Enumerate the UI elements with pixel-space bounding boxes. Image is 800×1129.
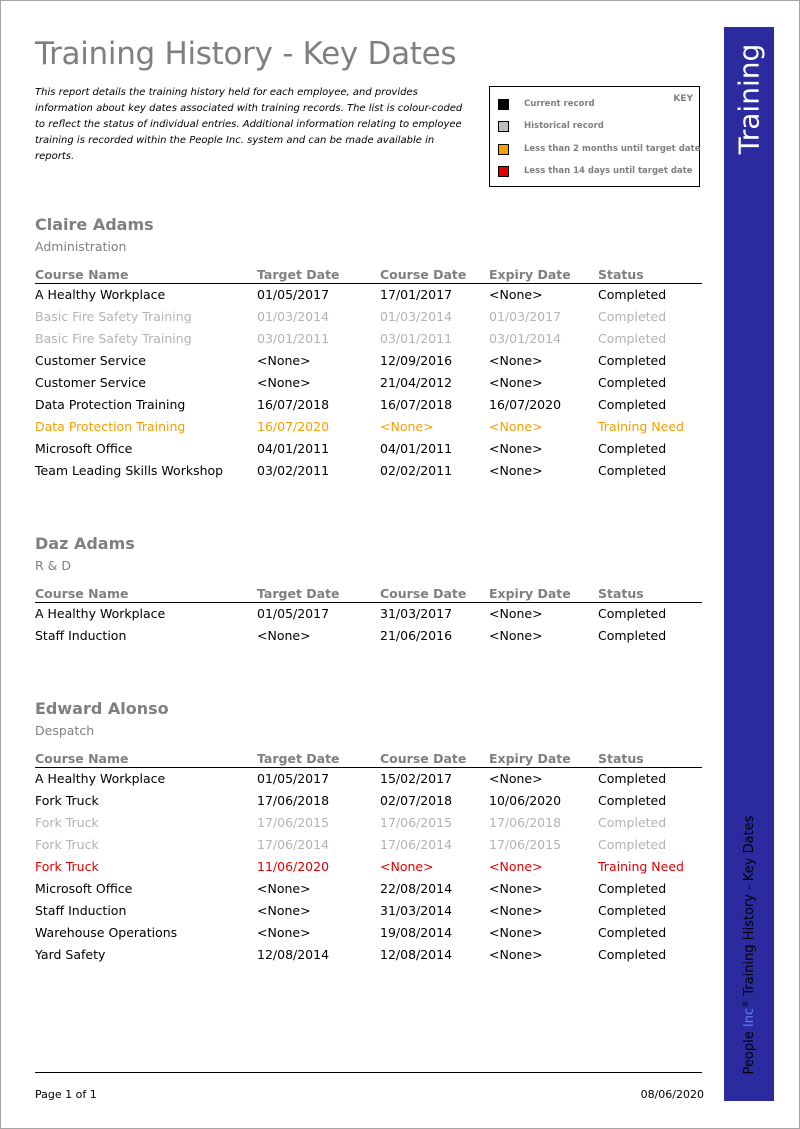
table-row bbox=[35, 833, 702, 855]
key-item-fourteen-days bbox=[498, 164, 693, 178]
table-header-row bbox=[35, 749, 702, 768]
table-row bbox=[35, 459, 702, 481]
target-date-cell: <None> bbox=[257, 374, 311, 390]
course-date-cell: 17/06/2015 bbox=[380, 814, 453, 830]
target-date-cell: 03/02/2011 bbox=[257, 462, 330, 478]
employee-section bbox=[35, 699, 702, 965]
course-date-cell: <None> bbox=[380, 858, 434, 874]
target-date-cell: 12/08/2014 bbox=[257, 946, 330, 962]
course-name-cell: Data Protection Training bbox=[35, 396, 186, 412]
employee-name: Edward Alonso bbox=[35, 699, 169, 718]
sidebar-training-label: Training bbox=[732, 43, 766, 155]
key-item-historical bbox=[498, 119, 604, 133]
course-name-cell: Fork Truck bbox=[35, 792, 99, 808]
course-name-cell: Staff Induction bbox=[35, 627, 127, 643]
table-row bbox=[35, 437, 702, 459]
target-date-cell: 17/06/2015 bbox=[257, 814, 330, 830]
table-row bbox=[35, 789, 702, 811]
status-cell: Completed bbox=[598, 902, 667, 918]
status-cell: Completed bbox=[598, 352, 667, 368]
course-name-cell: Microsoft Office bbox=[35, 880, 133, 896]
target-date-cell: 01/05/2017 bbox=[257, 771, 330, 786]
target-date-cell: 17/06/2018 bbox=[257, 792, 330, 808]
training-table bbox=[35, 265, 702, 481]
expiry-date-cell: 17/06/2018 bbox=[489, 814, 562, 830]
table-row bbox=[35, 899, 702, 921]
course-name-cell: Warehouse Operations bbox=[35, 924, 178, 940]
key-label-two-months: Less than 2 months until target date bbox=[524, 144, 701, 154]
expiry-date-cell: <None> bbox=[489, 924, 543, 940]
column-header: Status bbox=[598, 265, 702, 284]
key-swatch-current bbox=[498, 99, 509, 110]
course-date-cell: 01/03/2014 bbox=[380, 308, 453, 324]
course-name-cell: A Healthy Workplace bbox=[35, 606, 166, 621]
target-date-cell: 03/01/2011 bbox=[257, 330, 330, 346]
column-header: Status bbox=[598, 584, 702, 603]
status-cell: Completed bbox=[598, 462, 667, 478]
employee-department: Despatch bbox=[35, 723, 95, 738]
key-label-fourteen-days: Less than 14 days until target date bbox=[524, 166, 693, 176]
expiry-date-cell: 01/03/2017 bbox=[489, 308, 562, 324]
training-table bbox=[35, 584, 702, 646]
table-row bbox=[35, 768, 702, 790]
expiry-date-cell: <None> bbox=[489, 627, 543, 643]
table-row bbox=[35, 811, 702, 833]
status-cell: Completed bbox=[598, 374, 667, 390]
footer-date: 08/06/2020 bbox=[640, 1088, 704, 1101]
target-date-cell: <None> bbox=[257, 880, 311, 896]
course-date-cell: 16/07/2018 bbox=[380, 396, 453, 412]
course-date-cell: 21/04/2012 bbox=[380, 374, 453, 390]
course-date-cell: 02/02/2011 bbox=[380, 462, 453, 478]
target-date-cell: <None> bbox=[257, 627, 311, 643]
table-header-row bbox=[35, 265, 702, 284]
course-name-cell: Basic Fire Safety Training bbox=[35, 308, 192, 324]
status-cell: Completed bbox=[598, 946, 667, 962]
course-name-cell: Fork Truck bbox=[35, 814, 99, 830]
table-row bbox=[35, 284, 702, 306]
key-title: KEY bbox=[673, 94, 693, 104]
expiry-date-cell: <None> bbox=[489, 418, 543, 434]
column-header: Course Date bbox=[380, 265, 489, 284]
column-header: Status bbox=[598, 749, 702, 768]
key-legend bbox=[489, 86, 700, 187]
status-cell: Training Need bbox=[598, 418, 684, 434]
expiry-date-cell: <None> bbox=[489, 902, 543, 918]
expiry-date-cell: <None> bbox=[489, 606, 543, 621]
column-header: Course Name bbox=[35, 584, 257, 603]
brand-people: People bbox=[742, 1031, 758, 1075]
table-row bbox=[35, 624, 702, 646]
expiry-date-cell: 17/06/2015 bbox=[489, 836, 562, 852]
sidebar-brand-caption bbox=[741, 816, 757, 1075]
column-header: Course Date bbox=[380, 584, 489, 603]
status-cell: Completed bbox=[598, 880, 667, 896]
footer-page-number: Page 1 of 1 bbox=[35, 1088, 97, 1101]
report-title: Training History - Key Dates bbox=[35, 36, 457, 72]
course-date-cell: <None> bbox=[380, 418, 434, 434]
course-date-cell: 31/03/2014 bbox=[380, 902, 453, 918]
brand-registered: ® bbox=[740, 999, 750, 1008]
column-header: Course Name bbox=[35, 265, 257, 284]
target-date-cell: 01/05/2017 bbox=[257, 606, 330, 621]
key-item-two-months bbox=[498, 142, 700, 156]
employee-section bbox=[35, 534, 702, 646]
employee-department: R & D bbox=[35, 558, 72, 573]
target-date-cell: <None> bbox=[257, 924, 311, 940]
column-header: Target Date bbox=[257, 749, 380, 768]
status-cell: Completed bbox=[598, 924, 667, 940]
course-name-cell: Yard Safety bbox=[35, 946, 106, 962]
employee-name: Daz Adams bbox=[35, 534, 135, 553]
course-name-cell: Customer Service bbox=[35, 352, 146, 368]
table-row bbox=[35, 349, 702, 371]
course-date-cell: 15/02/2017 bbox=[380, 771, 453, 786]
key-item-current bbox=[498, 97, 595, 111]
key-label-historical: Historical record bbox=[524, 121, 604, 131]
key-swatch-fourteen-days bbox=[498, 166, 509, 177]
status-cell: Training Need bbox=[598, 858, 684, 874]
expiry-date-cell: <None> bbox=[489, 374, 543, 390]
status-cell: Completed bbox=[598, 287, 667, 302]
course-name-cell: Fork Truck bbox=[35, 858, 99, 874]
expiry-date-cell: <None> bbox=[489, 462, 543, 478]
sidebar-band bbox=[724, 27, 774, 1101]
course-date-cell: 12/09/2016 bbox=[380, 352, 453, 368]
status-cell: Completed bbox=[598, 814, 667, 830]
key-swatch-two-months bbox=[498, 144, 509, 155]
course-name-cell: Fork Truck bbox=[35, 836, 99, 852]
table-row bbox=[35, 603, 702, 625]
key-label-current: Current record bbox=[524, 99, 595, 109]
status-cell: Completed bbox=[598, 330, 667, 346]
course-date-cell: 21/06/2016 bbox=[380, 627, 453, 643]
brand-report-name: Training History - Key Dates bbox=[742, 815, 758, 996]
course-date-cell: 03/01/2011 bbox=[380, 330, 453, 346]
report-intro: This report details the training history held for each employee, and provides information about key dates associated with training records. The list is colour-coded to reflect the status of individual entries. Additional information relating to employee training is recorded within the People Inc. system and can be made available in reports. bbox=[35, 87, 463, 162]
course-name-cell: Basic Fire Safety Training bbox=[35, 330, 192, 346]
course-name-cell: Staff Induction bbox=[35, 902, 127, 918]
target-date-cell: 01/05/2017 bbox=[257, 287, 330, 302]
course-name-cell: Team Leading Skills Workshop bbox=[35, 462, 224, 478]
table-row bbox=[35, 393, 702, 415]
column-header: Expiry Date bbox=[489, 265, 598, 284]
course-name-cell: Microsoft Office bbox=[35, 440, 133, 456]
expiry-date-cell: 10/06/2020 bbox=[489, 792, 562, 808]
course-date-cell: 12/08/2014 bbox=[380, 946, 453, 962]
expiry-date-cell: <None> bbox=[489, 880, 543, 896]
course-date-cell: 17/01/2017 bbox=[380, 287, 453, 302]
brand-inc: Inc bbox=[742, 1007, 758, 1028]
column-header: Expiry Date bbox=[489, 749, 598, 768]
status-cell: Completed bbox=[598, 836, 667, 852]
table-row bbox=[35, 877, 702, 899]
table-row bbox=[35, 415, 702, 437]
footer-divider bbox=[35, 1072, 702, 1073]
expiry-date-cell: <None> bbox=[489, 440, 543, 456]
table-row bbox=[35, 305, 702, 327]
training-table bbox=[35, 749, 702, 965]
target-date-cell: 17/06/2014 bbox=[257, 836, 330, 852]
expiry-date-cell: <None> bbox=[489, 771, 543, 786]
table-row bbox=[35, 327, 702, 349]
employee-name: Claire Adams bbox=[35, 215, 154, 234]
course-date-cell: 31/03/2017 bbox=[380, 606, 453, 621]
course-date-cell: 19/08/2014 bbox=[380, 924, 453, 940]
table-row bbox=[35, 943, 702, 965]
column-header: Target Date bbox=[257, 584, 380, 603]
course-name-cell: Data Protection Training bbox=[35, 418, 186, 434]
course-date-cell: 17/06/2014 bbox=[380, 836, 453, 852]
status-cell: Completed bbox=[598, 396, 667, 412]
course-name-cell: A Healthy Workplace bbox=[35, 287, 166, 302]
target-date-cell: 11/06/2020 bbox=[257, 858, 330, 874]
expiry-date-cell: 16/07/2020 bbox=[489, 396, 562, 412]
employee-section bbox=[35, 215, 702, 481]
target-date-cell: <None> bbox=[257, 352, 311, 368]
course-date-cell: 22/08/2014 bbox=[380, 880, 453, 896]
column-header: Expiry Date bbox=[489, 584, 598, 603]
expiry-date-cell: <None> bbox=[489, 287, 543, 302]
status-cell: Completed bbox=[598, 440, 667, 456]
key-swatch-historical bbox=[498, 121, 509, 132]
status-cell: Completed bbox=[598, 606, 667, 621]
target-date-cell: <None> bbox=[257, 902, 311, 918]
expiry-date-cell: <None> bbox=[489, 858, 543, 874]
status-cell: Completed bbox=[598, 627, 667, 643]
employee-department: Administration bbox=[35, 239, 127, 254]
table-row bbox=[35, 921, 702, 943]
column-header: Target Date bbox=[257, 265, 380, 284]
column-header: Course Name bbox=[35, 749, 257, 768]
target-date-cell: 01/03/2014 bbox=[257, 308, 330, 324]
target-date-cell: 16/07/2018 bbox=[257, 396, 330, 412]
course-date-cell: 02/07/2018 bbox=[380, 792, 453, 808]
status-cell: Completed bbox=[598, 308, 667, 324]
table-row bbox=[35, 855, 702, 877]
course-name-cell: A Healthy Workplace bbox=[35, 771, 166, 786]
course-name-cell: Customer Service bbox=[35, 374, 146, 390]
target-date-cell: 04/01/2011 bbox=[257, 440, 330, 456]
expiry-date-cell: <None> bbox=[489, 946, 543, 962]
table-row bbox=[35, 371, 702, 393]
course-date-cell: 04/01/2011 bbox=[380, 440, 453, 456]
status-cell: Completed bbox=[598, 792, 667, 808]
column-header: Course Date bbox=[380, 749, 489, 768]
table-header-row bbox=[35, 584, 702, 603]
target-date-cell: 16/07/2020 bbox=[257, 418, 330, 434]
status-cell: Completed bbox=[598, 771, 667, 786]
expiry-date-cell: <None> bbox=[489, 352, 543, 368]
expiry-date-cell: 03/01/2014 bbox=[489, 330, 562, 346]
